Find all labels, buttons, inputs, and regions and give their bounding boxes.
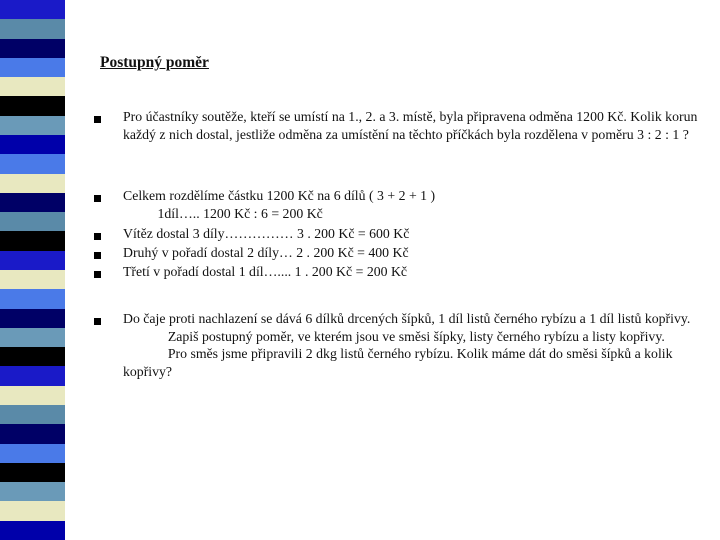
paragraph-winner: Vítěz dostal 3 díly…………… 3 . 200 Kč = 600 Kč — [123, 226, 410, 241]
decorative-stripe — [0, 0, 65, 540]
bullet-marker — [94, 116, 101, 123]
stripe-block — [0, 154, 65, 174]
paragraph-third: Třetí v pořadí dostal 1 díl….... 1 . 200 Kč = 200 Kč — [123, 264, 408, 279]
paragraph-problem: Pro účastníky soutěže, kteří se umístí na 1., 2. a 3. místě, byla připravena odměna 1200 Kč. Kolik korun každý z nich dostal, jestliže odměna za umístění na těchto příčkách byla rozdělena v poměru 3 : 2 : 1 ? — [123, 109, 701, 142]
stripe-block — [0, 251, 65, 271]
stripe-block — [0, 58, 65, 78]
bullet-marker — [94, 252, 101, 259]
stripe-block — [0, 174, 65, 194]
stripe-block — [0, 347, 65, 367]
stripe-block — [0, 444, 65, 464]
stripe-block — [0, 501, 65, 521]
stripe-block — [0, 0, 65, 20]
stripe-block — [0, 309, 65, 329]
stripe-block — [0, 482, 65, 502]
bullet-marker — [94, 271, 101, 278]
stripe-block — [0, 116, 65, 136]
stripe-block — [0, 135, 65, 155]
paragraph-second: Druhý v pořadí dostal 2 díly… 2 . 200 Kč = 400 Kč — [123, 245, 409, 260]
stripe-block — [0, 463, 65, 483]
stripe-block — [0, 19, 65, 39]
stripe-block — [0, 193, 65, 213]
stripe-block — [0, 424, 65, 444]
stripe-block — [0, 328, 65, 348]
stripe-block — [0, 386, 65, 406]
slide-title: Postupný poměr — [100, 54, 209, 71]
stripe-block — [0, 405, 65, 425]
paragraph-total: Celkem rozdělíme částku 1200 Kč na 6 dílů ( 3 + 2 + 1 ) 1díl….. 1200 Kč : 6 = 200 Kč — [123, 188, 436, 221]
stripe-block — [0, 39, 65, 59]
stripe-block — [0, 366, 65, 386]
stripe-block — [0, 289, 65, 309]
stripe-block — [0, 231, 65, 251]
stripe-block — [0, 270, 65, 290]
paragraph-tea: Do čaje proti nachlazení se dává 6 dílků drcených šípků, 1 díl listů černého rybízu a 1 díl listů kopřivy. Zapiš postupný poměr, ve kterém jsou ve směsi šípky, listy černého rybízu a listy kopřivy. Pro směs jsme připravili 2 dkg listů černého rybízu. Kolik máme dát do směsi šípků a kolik kopřivy? — [123, 311, 691, 379]
bullet-marker — [94, 233, 101, 240]
stripe-block — [0, 77, 65, 97]
stripe-block — [0, 212, 65, 232]
stripe-block — [0, 521, 65, 540]
bullet-marker — [94, 318, 101, 325]
bullet-marker — [94, 195, 101, 202]
stripe-block — [0, 96, 65, 116]
